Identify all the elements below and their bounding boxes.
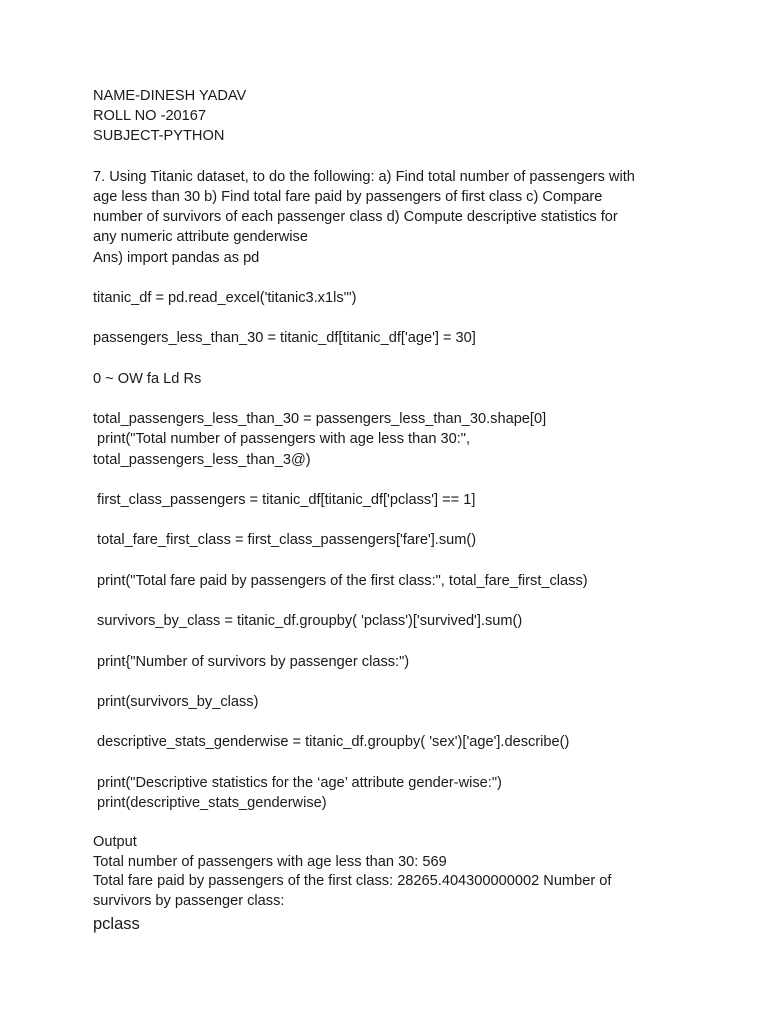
answer-import: Ans) import pandas as pd (93, 249, 260, 266)
question-line-3: number of survivors of each passenger class d) Compute descriptive statistics for (93, 209, 618, 226)
student-name: NAME-DINESH YADAV (93, 88, 247, 104)
spacer (93, 813, 693, 833)
code-first-class: first_class_passengers = titanic_df[titanic_df['pclass'] == 1] (93, 491, 476, 508)
roll-number: ROLL NO -20167 (93, 108, 207, 125)
code-print-survivors: print(survivors_by_class) (93, 693, 259, 710)
spacer (93, 268, 693, 288)
spacer (93, 753, 693, 773)
output-line-3: survivors by passenger class: (93, 892, 285, 909)
spacer (93, 510, 693, 530)
spacer (93, 389, 693, 409)
code-print-total-2: total_passengers_less_than_3@) (93, 451, 311, 468)
document-page (93, 86, 693, 935)
code-print-total-1: print("Total number of passengers with age less than 30:", (93, 431, 471, 448)
spacer (93, 672, 693, 692)
spacer (93, 349, 693, 369)
question-line-2: age less than 30 b) Find total fare paid by passengers of first class c) Compare (93, 189, 603, 205)
code-fare-sum: total_fare_first_class = first_class_passengers['fare'].sum() (93, 532, 477, 549)
question-line-1: 7. Using Titanic dataset, to do the following: a) Find total number of passengers with (93, 168, 635, 185)
code-print-describe-label: print("Descriptive statistics for the ‘age’ attribute gender-wise:") (93, 774, 502, 791)
subject: SUBJECT-PYTHON (93, 128, 225, 145)
code-print-fare: print("Total fare paid by passengers of the first class:", total_fare_first_class) (93, 572, 588, 589)
code-filter-age: passengers_less_than_30 = titanic_df[titanic_df['age'] = 30] (93, 330, 476, 347)
output-section (93, 833, 693, 934)
spacer (93, 147, 693, 167)
output-line-1: Total number of passengers with age less than 30: 569 (93, 853, 447, 870)
code-total-less: total_passengers_less_than_30 = passengers_less_than_30.shape[0] (93, 411, 547, 428)
code-print-survivors-label: print{"Number of survivors by passenger class:") (93, 653, 410, 670)
code-read-excel: titanic_df = pd.read_excel('titanic3.x1ls'") (93, 290, 357, 306)
code-describe: descriptive_stats_genderwise = titanic_df.groupby( 'sex')['age'].describe() (93, 734, 570, 751)
spacer (93, 308, 693, 328)
code-survivors: survivors_by_class = titanic_df.groupby( 'pclass')['survived'].sum() (93, 613, 523, 630)
output-line-2: Total fare paid by passengers of the first class: 28265.404300000002 Number of (93, 873, 612, 890)
code-garbled: 0 ~ OW fa Ld Rs (93, 370, 202, 387)
spacer (93, 591, 693, 611)
spacer (93, 631, 693, 651)
output-pclass: pclass (93, 915, 140, 934)
spacer (93, 470, 693, 490)
spacer (93, 712, 693, 732)
code-print-describe: print(descriptive_stats_genderwise) (93, 794, 327, 811)
question-line-4: any numeric attribute genderwise (93, 229, 308, 246)
output-heading: Output (93, 834, 137, 851)
spacer (93, 551, 693, 571)
